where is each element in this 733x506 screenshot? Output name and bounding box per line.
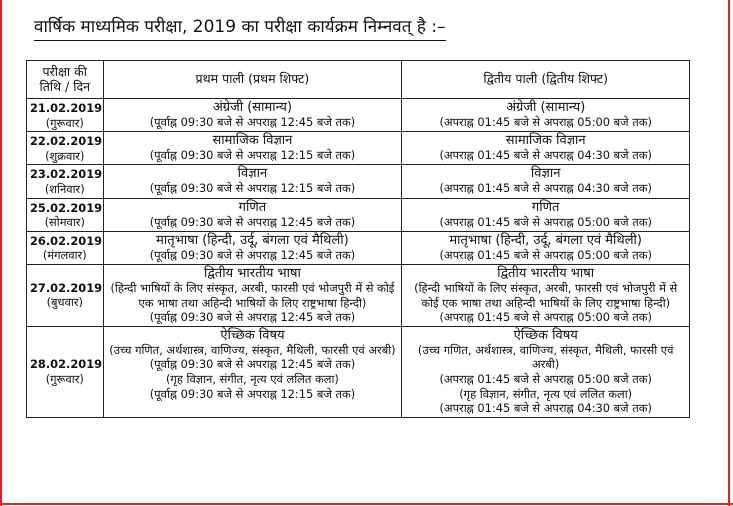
shift-2-cell — [402, 326, 690, 417]
exam-day: (बुधवार) — [46, 295, 83, 310]
date-cell — [27, 165, 104, 198]
subject: गणित — [238, 199, 267, 215]
exam-date: 23.02.2019 — [30, 167, 103, 182]
time: (अपराह्न 01:45 बजे से अपराह्न 04:30 बजे तक) — [439, 181, 652, 196]
time: (पूर्वाह्न 09:30 बजे से अपराह्न 12:15 बजे तक) — [149, 386, 356, 401]
subject: गणित — [531, 199, 560, 215]
table-row — [27, 165, 690, 198]
subject-description: (उच्च गणित, अर्थशास्त्र, वाणिज्य, संस्कृत, मैथिली, फारसी एवं अरबी) — [109, 342, 396, 357]
shift-1-cell — [103, 198, 402, 231]
time: (पूर्वाह्न 09:30 बजे से अपराह्न 12:45 बजे तक) — [149, 247, 356, 262]
header-row — [27, 61, 690, 99]
exam-day: (मंगलवार) — [42, 248, 87, 263]
time: (अपराह्न 01:45 बजे से अपराह्न 05:00 बजे तक) — [439, 247, 652, 262]
time: (पूर्वाह्न 09:30 बजे से अपराह्न 12:45 बजे तक) — [149, 310, 356, 325]
date-cell — [27, 99, 104, 132]
table-row — [27, 198, 690, 231]
shift-2-cell — [402, 99, 690, 132]
shift-2-cell — [402, 198, 690, 231]
shift-1-cell — [103, 99, 402, 132]
time: (अपराह्न 01:45 बजे से अपराह्न 04:30 बजे तक) — [439, 148, 652, 163]
subject: मातृभाषा (हिन्दी, उर्दू, बंगला एवं मैथिली) — [449, 232, 642, 248]
subject: ऐच्छिक विषय — [220, 327, 285, 343]
exam-date: 26.02.2019 — [30, 233, 103, 248]
exam-day: (सोमवार) — [44, 215, 85, 230]
shift-2-cell — [402, 165, 690, 198]
subject: सामाजिक विज्ञान — [212, 133, 293, 149]
date-cell — [27, 231, 104, 264]
table-row — [27, 99, 690, 132]
date-cell — [27, 132, 104, 165]
shift-1-cell — [103, 165, 402, 198]
time: (अपराह्न 01:45 बजे से अपराह्न 05:00 बजे तक) — [439, 310, 652, 325]
frame-bottom-border — [0, 503, 733, 505]
subject: ऐच्छिक विषय — [513, 327, 578, 343]
header-shift-1: प्रथम पाली (प्रथम शिफ्ट) — [103, 61, 402, 99]
exam-day: (शुक्रवार) — [45, 148, 85, 163]
table-row — [27, 231, 690, 264]
subject: द्वितीय भारतीय भाषा — [203, 265, 301, 281]
frame-left-border — [0, 0, 2, 506]
time: (पूर्वाह्न 09:30 बजे से अपराह्न 12:45 बजे तक) — [149, 115, 356, 129]
shift-2-cell — [402, 231, 690, 264]
time: (अपराह्न 01:45 बजे से अपराह्न 05:00 बजे तक) — [439, 371, 652, 386]
exam-day: (गुरूवार) — [45, 371, 84, 386]
shift-1-cell — [103, 264, 402, 326]
exam-date: 21.02.2019 — [30, 101, 103, 115]
shift-1-cell — [103, 132, 402, 165]
date-cell — [27, 326, 104, 417]
shift-2-cell — [402, 264, 690, 326]
subject: अंग्रेजी (सामान्य) — [212, 100, 293, 115]
exam-day: (शनिवार) — [44, 181, 85, 196]
table-row — [27, 264, 690, 326]
header-date-day: परीक्षा की तिथि / दिन — [27, 61, 104, 99]
subject: द्वितीय भारतीय भाषा — [497, 265, 595, 281]
date-cell — [27, 198, 104, 231]
time: (अपराह्न 01:45 बजे से अपराह्न 05:00 बजे तक) — [439, 214, 652, 229]
subject: विज्ञान — [237, 166, 268, 182]
header-shift-2: द्वितीय पाली (द्वितीय शिफ्ट) — [402, 61, 690, 99]
exam-day: (गुरूवार) — [45, 115, 84, 130]
subject-description: (हिन्दी भाषियों के लिए संस्कृत, अरबी, फारसी एवं भोजपुरी में से कोई एक भाषा तथा अहिन्दी भाषियों के लिए राष्ट्रभाषा हिन्दी) — [110, 280, 395, 310]
time: (अपराह्न 01:45 बजे से अपराह्न 04:30 बजे तक) — [439, 401, 652, 416]
time: (पूर्वाह्न 09:30 बजे से अपराह्न 12:45 बजे तक) — [149, 357, 356, 372]
subject-note: (गृह विज्ञान, संगीत, नृत्य एवं ललित कला) — [459, 386, 633, 401]
subject-description: (उच्च गणित, अर्थशास्त्र, वाणिज्य, संस्कृत, मैथिली, फारसी एवं अरबी) — [417, 342, 674, 372]
frame-right-border — [728, 0, 730, 506]
subject-description: (हिन्दी भाषियों के लिए संस्कृत, अरबी, फारसी एवं भोजपुरी में से कोई एक भाषा तथा अहिन्दी भाषियों के लिए राष्ट्रभाषा हिन्दी) — [414, 280, 678, 310]
table-row — [27, 326, 690, 417]
exam-date: 28.02.2019 — [30, 357, 103, 372]
date-cell — [27, 264, 104, 326]
exam-schedule-table — [26, 60, 690, 418]
shift-1-cell — [103, 231, 402, 264]
table-row — [27, 132, 690, 165]
exam-date: 27.02.2019 — [30, 280, 103, 295]
subject-note: (गृह विज्ञान, संगीत, नृत्य एवं ललित कला) — [165, 371, 339, 386]
shift-2-cell — [402, 132, 690, 165]
time: (अपराह्न 01:45 बजे से अपराह्न 05:00 बजे तक) — [439, 115, 652, 129]
exam-date: 22.02.2019 — [30, 134, 103, 149]
shift-1-cell — [103, 326, 402, 417]
subject: मातृभाषा (हिन्दी, उर्दू, बंगला एवं मैथिली) — [156, 232, 349, 248]
exam-date: 25.02.2019 — [30, 200, 103, 215]
time: (पूर्वाह्न 09:30 बजे से अपराह्न 12:45 बजे तक) — [149, 214, 356, 229]
subject: विज्ञान — [530, 166, 561, 182]
time: (पूर्वाह्न 09:30 बजे से अपराह्न 12:15 बजे तक) — [149, 181, 356, 196]
subject: सामाजिक विज्ञान — [505, 133, 586, 149]
time: (पूर्वाह्न 09:30 बजे से अपराह्न 12:15 बजे तक) — [149, 148, 356, 163]
subject: अंग्रेजी (सामान्य) — [506, 100, 586, 115]
page-heading: वार्षिक माध्यमिक परीक्षा, 2019 का परीक्षा कार्यक्रम निम्नवत् है :– — [34, 14, 446, 41]
